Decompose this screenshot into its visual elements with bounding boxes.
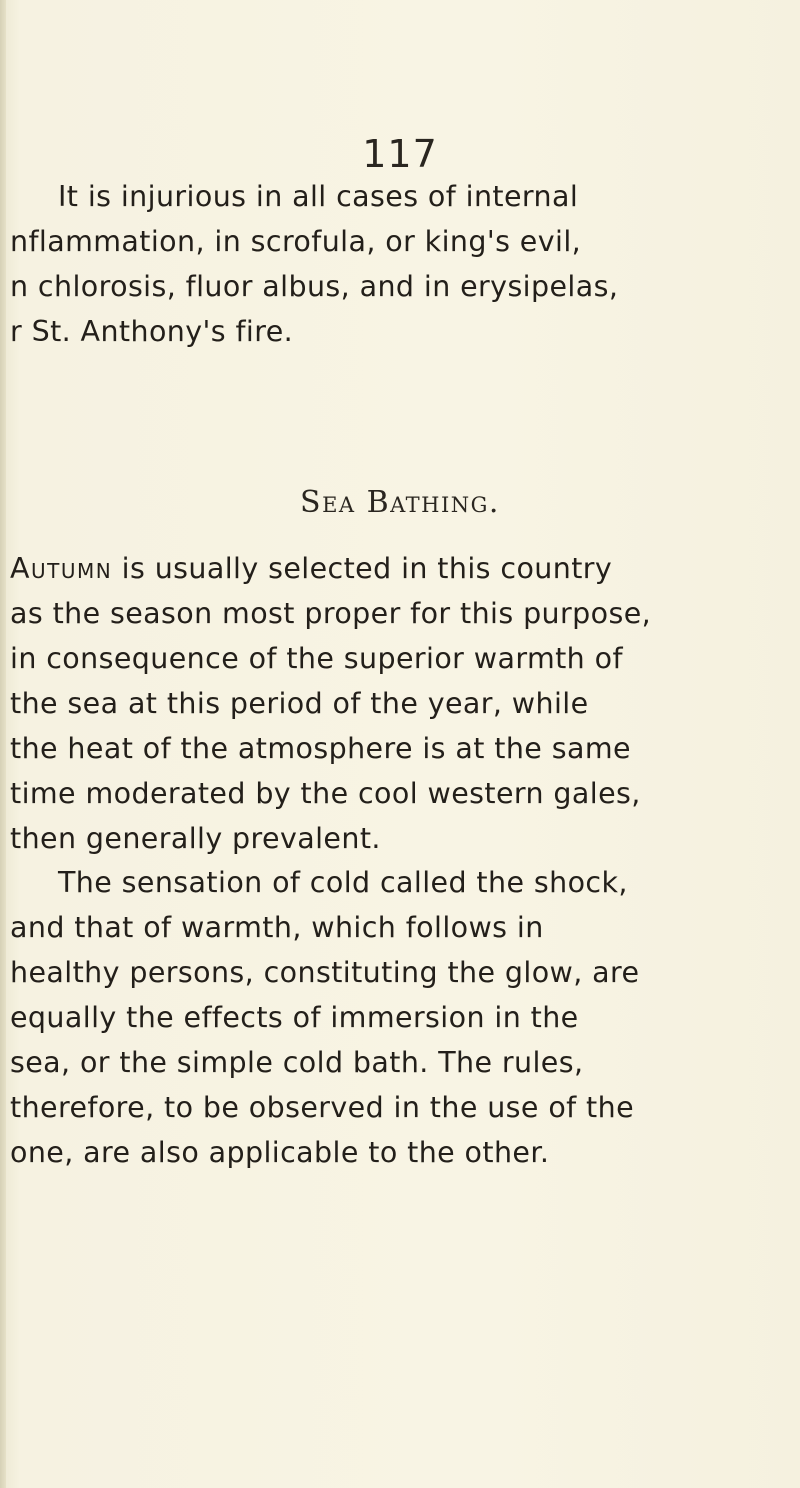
text-line: and that of warmth, which follows in <box>10 911 544 944</box>
text-line: healthy persons, constituting the glow, are <box>10 956 640 989</box>
paragraph-sensation-of-cold <box>10 860 785 1175</box>
text-line: therefore, to be observed in the use of the <box>10 1091 635 1124</box>
binding-edge <box>0 0 6 1488</box>
lead-line-rest: is usually selected in this country <box>112 552 613 585</box>
text-line: as the season most proper for this purpose, <box>10 597 652 630</box>
page-number: 117 <box>362 132 438 176</box>
paragraph-internal-inflammation <box>10 174 785 354</box>
text-line: time moderated by the cool western gales, <box>10 777 641 810</box>
text-line: The sensation of cold called the shock, <box>58 866 628 899</box>
section-heading: Sea Bathing. <box>300 485 500 520</box>
text-line: the heat of the atmosphere is at the same <box>10 732 631 765</box>
text-line: sea, or the simple cold bath. The rules, <box>10 1046 584 1079</box>
text-line: n chlorosis, fluor albus, and in erysipelas, <box>10 270 619 303</box>
text-line: then generally prevalent. <box>10 822 381 855</box>
paragraph-autumn <box>10 546 785 861</box>
text-line: one, are also applicable to the other. <box>10 1136 550 1169</box>
text-line: equally the effects of immersion in the <box>10 1001 579 1034</box>
text-line: r St. Anthony's fire. <box>10 315 294 348</box>
text-line: nflammation, in scrofula, or king's evil, <box>10 225 582 258</box>
text-line: It is injurious in all cases of internal <box>58 180 579 213</box>
lead-word: Autumn <box>10 552 113 585</box>
text-line: in consequence of the superior warmth of <box>10 642 623 675</box>
text-line: the sea at this period of the year, while <box>10 687 589 720</box>
text-line <box>10 546 785 591</box>
